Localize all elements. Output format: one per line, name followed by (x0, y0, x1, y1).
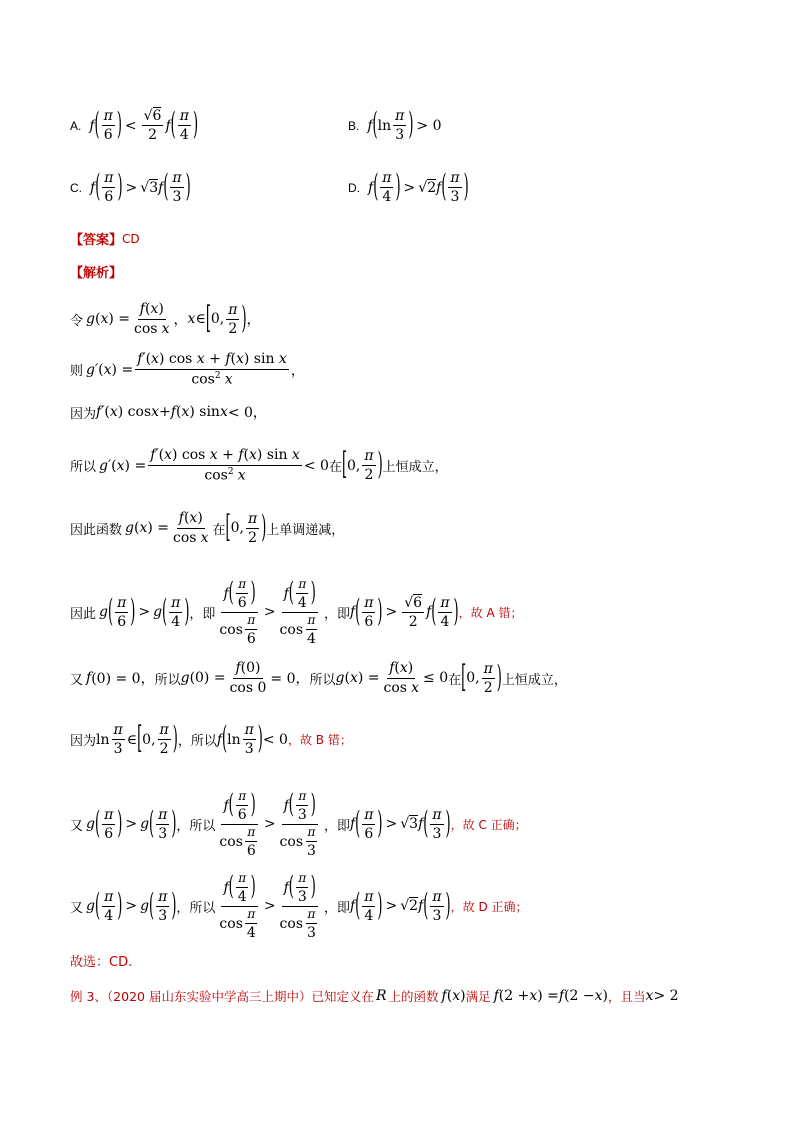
step-define-g: 令 g ( x ) = $\frac{f(x)}{\text{cos x}}$ ， x ∈ [ 0, $\frac{\pi}{2}$ ) ， (70, 301, 261, 338)
answer-tag: 【答案】 (70, 233, 123, 248)
step-option-c: 又 g ( $\frac{\pi}{6}$ ) > g ( $\frac{\pi}{3}$ ) ，所以 f( $\frac{\pi}{6}$ ) cos $\frac{\pi}{6}$ > f( $\frac{\pi}{3}$ ) cos $\frac{\pi}{3}$ ，即 f ( $\frac{\pi}{6}$ ) > √3 f ( $\frac{\pi}{3}$ ) ，故 C 正确； (70, 789, 527, 859)
ji-text-2: ，即 (323, 606, 350, 622)
zai-text-1: 在 (328, 460, 342, 476)
suoyi-c-text-2: ，所以 (176, 818, 216, 834)
you-text-2: 又 (70, 818, 84, 834)
shang-heng-text-1: 上恒成立， (382, 460, 448, 476)
gu-d-text: ，故 D 正确； (450, 899, 528, 914)
you-text-1: 又 (70, 672, 84, 688)
option-d: D. f ( $\frac{\pi}{4}$ ) > √2 f ( $\frac{\pi}{3}$ ) (348, 169, 469, 206)
step-derivative: 则 g′ ( x ) = $\frac{\text{f′(x) cos x + f(x) sin x}}{\cos^2 x}$ ， (70, 351, 305, 388)
option-c: C. f ( $\frac{\pi}{6}$ ) > √3 f ( $\frac{\pi}{3}$ ) (70, 169, 191, 206)
yinwei2-text: 因为 (70, 734, 97, 750)
step-g-negative: 所以 g′ ( x ) = $\frac{\text{f′(x) cos x + f(x) sin x}}{\cos^2 x}$ < 0 在 [ 0, $\frac{\pi}{2}$ ) 上恒成立， (70, 447, 448, 484)
option-a: A. f ( $\frac{\pi}{6}$ ) < $\frac{√6}{2}$ f ( $\frac{\pi}{4}$ ) (70, 107, 199, 144)
suoyi-c-text-3: ，所以 (176, 900, 216, 916)
suoyi-text: 所以 (70, 460, 97, 476)
you-text-3: 又 (70, 900, 84, 916)
ji-text-4: ，即 (323, 900, 350, 916)
yinwei-text: 因为 (70, 406, 97, 422)
option-a-label: A. (70, 118, 82, 133)
zai-text-2: 在 (212, 522, 226, 538)
shang-heng-text-2: 上恒成立， (501, 672, 567, 688)
example-3: 例 3、（2020 届山东实验中学高三上期中）已知定义在 R 上的函数 f ( x ) 满足 f (2 + x ) = f (2 − x ) ，且当 x > 2 (70, 988, 679, 1004)
example-text: 例 3、（2020 届山东实验中学高三上期中）已知定义在 (70, 989, 374, 1004)
gu-a-text: ，故 A 错； (458, 605, 523, 620)
ji-text-3: ，即 (323, 818, 350, 834)
gu-c-text: ，故 C 正确； (450, 817, 527, 832)
shang-dandiao-text: 上单调递减， (266, 522, 345, 538)
yinci-text: 因此 (70, 606, 97, 622)
answer-value: CD (122, 231, 140, 246)
suoyi-text-3: 所以 (309, 672, 336, 688)
step-option-a: 因此 g ( $\frac{\pi}{6}$ ) > g ( $\frac{\pi}{4}$ ) ，即 f( $\frac{\pi}{6}$ ) cos $\frac{\pi}{6}$ > f( $\frac{\pi}{4}$ ) cos $\frac{\pi}{4}$ ，即 f ( $\frac{\pi}{6}$ ) > $\frac{√6}{2}$ f ( $\frac{\pi}{4}$ ) ，故 A 错； (70, 577, 523, 647)
guxuan-text: 故选：CD. (70, 955, 133, 970)
suoyi-c-text-1: ，所以 (177, 734, 217, 750)
option-d-label: D. (348, 180, 360, 195)
step-condition: 因为 f′ ( x ) cos x + f ( x ) sin x < 0， (70, 404, 267, 422)
example-end-text: ，且当 (608, 989, 646, 1004)
yinci-hanshu-text: 因此函数 (70, 522, 123, 538)
example-cond-text: 满足 (465, 989, 491, 1004)
zai-text-3: 在 (448, 672, 462, 688)
analysis-tag (70, 262, 122, 281)
option-c-label: C. (70, 180, 82, 195)
step-option-b: 因为 ln $\frac{\pi}{3}$ ∈ [ 0, $\frac{\pi}{2}$ ) ，所以 f ( ln $\frac{\pi}{3}$ ) < 0 ，故 B 错； (70, 721, 352, 758)
step-decreasing: 因此函数 g ( x ) = $\frac{f(x)}{\text{cos x}}$ 在 [ 0, $\frac{\pi}{2}$ ) 上单调递减， (70, 510, 345, 547)
analysis-tag-text: 【解析】 (70, 266, 123, 281)
ji-text-1: ，即 (189, 606, 216, 622)
option-b-label: B. (348, 118, 360, 133)
step-option-d: 又 g ( $\frac{\pi}{4}$ ) > g ( $\frac{\pi}{3}$ ) ，所以 f( $\frac{\pi}{4}$ ) cos $\frac{\pi}{4}$ > f( $\frac{\pi}{3}$ ) cos $\frac{\pi}{3}$ ，即 f ( $\frac{\pi}{4}$ ) > √2 f ( $\frac{\pi}{3}$ ) ，故 D 正确； (70, 871, 528, 941)
example-r: R (375, 988, 387, 1004)
gu-b-text: ，故 B 错； (287, 733, 352, 748)
example-mid-text: 上的函数 (388, 989, 439, 1004)
suoyi-text-2: 所以 (154, 672, 181, 688)
ze-text: 则 (70, 364, 84, 380)
option-b: B. f ( ln $\frac{\pi}{3}$ ) > 0 (348, 107, 442, 144)
final-choice (70, 951, 132, 970)
ling-text: 令 (70, 313, 84, 329)
answer-line (70, 229, 140, 248)
step-f-zero: 又 f (0) = 0， 所以 g (0) = $\frac{f(0)}{\cos 0}$ = 0， 所以 g ( x ) = $\frac{f(x)}{\text{cos x}}$ ≤ 0 在 [ 0, $\frac{\pi}{2}$ ) 上恒成立， (70, 660, 567, 697)
